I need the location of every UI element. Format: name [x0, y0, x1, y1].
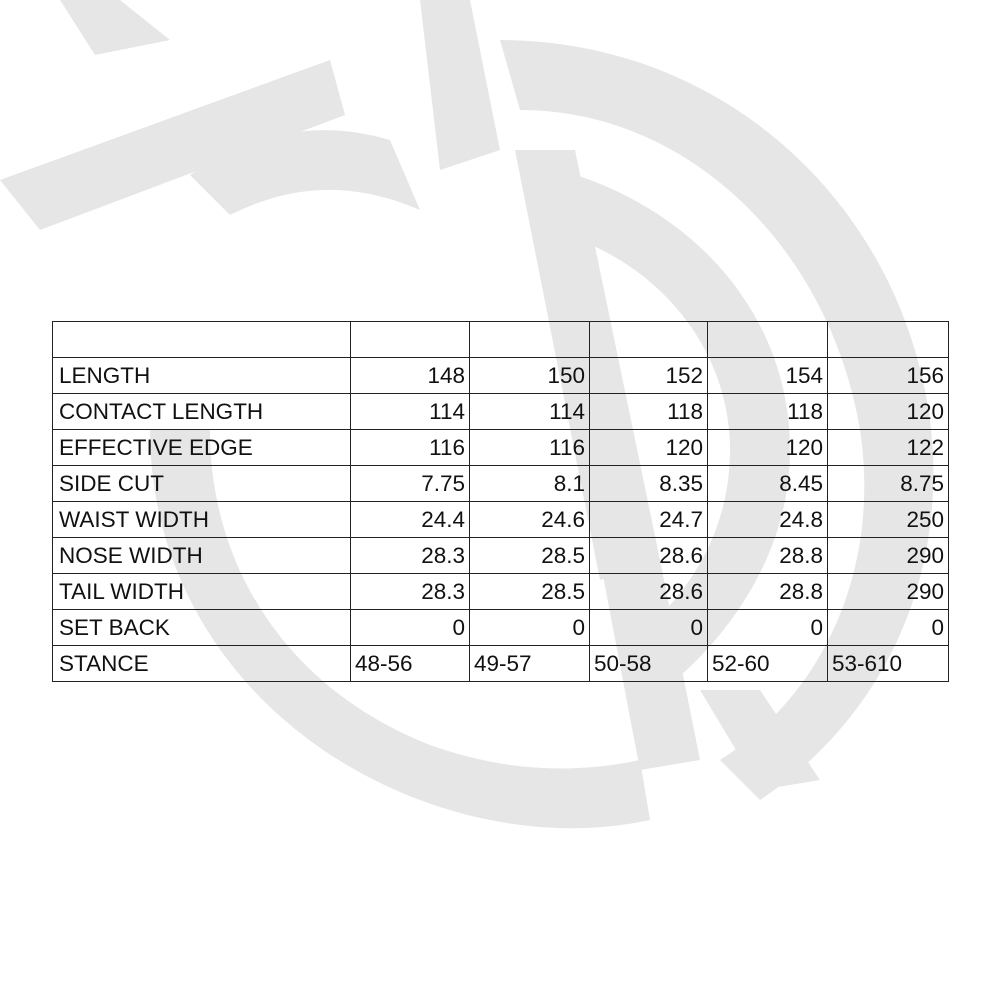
table-row: [53, 646, 949, 682]
value-cell: 118: [708, 394, 828, 430]
row-label: STANCE: [53, 646, 351, 682]
row-label: CONTACT LENGTH: [53, 394, 351, 430]
value-cell: 122: [828, 430, 949, 466]
header-cell: [53, 322, 351, 358]
value-cell: 48-56: [351, 646, 470, 682]
value-cell: 28.8: [708, 538, 828, 574]
value-cell: 28.3: [351, 538, 470, 574]
value-cell: 8.75: [828, 466, 949, 502]
value-cell: 49-57: [470, 646, 590, 682]
value-cell: 52-60: [708, 646, 828, 682]
value-cell: 150: [470, 358, 590, 394]
spec-table: [52, 321, 949, 682]
value-cell: 24.8: [708, 502, 828, 538]
table-row: [53, 466, 949, 502]
value-cell: 154: [708, 358, 828, 394]
table-header-row: [53, 322, 949, 358]
value-cell: 152: [590, 358, 708, 394]
table-row: [53, 574, 949, 610]
row-label: SIDE CUT: [53, 466, 351, 502]
header-cell: [590, 322, 708, 358]
value-cell: 0: [351, 610, 470, 646]
value-cell: 28.8: [708, 574, 828, 610]
value-cell: 8.45: [708, 466, 828, 502]
table-row: [53, 358, 949, 394]
row-label: NOSE WIDTH: [53, 538, 351, 574]
row-label: TAIL WIDTH: [53, 574, 351, 610]
value-cell: 53-610: [828, 646, 949, 682]
value-cell: 120: [590, 430, 708, 466]
value-cell: 28.5: [470, 574, 590, 610]
value-cell: 118: [590, 394, 708, 430]
header-cell: [470, 322, 590, 358]
row-label: SET BACK: [53, 610, 351, 646]
value-cell: 50-58: [590, 646, 708, 682]
header-cell: [828, 322, 949, 358]
value-cell: 290: [828, 574, 949, 610]
value-cell: 24.4: [351, 502, 470, 538]
table-row: [53, 502, 949, 538]
value-cell: 156: [828, 358, 949, 394]
value-cell: 290: [828, 538, 949, 574]
header-cell: [708, 322, 828, 358]
value-cell: 116: [470, 430, 590, 466]
value-cell: 24.7: [590, 502, 708, 538]
value-cell: 7.75: [351, 466, 470, 502]
table-row: [53, 610, 949, 646]
value-cell: 116: [351, 430, 470, 466]
value-cell: 0: [590, 610, 708, 646]
header-cell: [351, 322, 470, 358]
value-cell: 8.35: [590, 466, 708, 502]
value-cell: 120: [828, 394, 949, 430]
value-cell: 28.6: [590, 574, 708, 610]
table-row: [53, 394, 949, 430]
value-cell: 28.3: [351, 574, 470, 610]
spec-table-body: [53, 322, 949, 682]
value-cell: 28.5: [470, 538, 590, 574]
value-cell: 120: [708, 430, 828, 466]
value-cell: 0: [470, 610, 590, 646]
value-cell: 0: [708, 610, 828, 646]
value-cell: 250: [828, 502, 949, 538]
row-label: EFFECTIVE EDGE: [53, 430, 351, 466]
value-cell: 0: [828, 610, 949, 646]
value-cell: 114: [470, 394, 590, 430]
row-label: WAIST WIDTH: [53, 502, 351, 538]
value-cell: 24.6: [470, 502, 590, 538]
value-cell: 114: [351, 394, 470, 430]
row-label: LENGTH: [53, 358, 351, 394]
value-cell: 8.1: [470, 466, 590, 502]
value-cell: 148: [351, 358, 470, 394]
table-row: [53, 430, 949, 466]
value-cell: 28.6: [590, 538, 708, 574]
table-row: [53, 538, 949, 574]
